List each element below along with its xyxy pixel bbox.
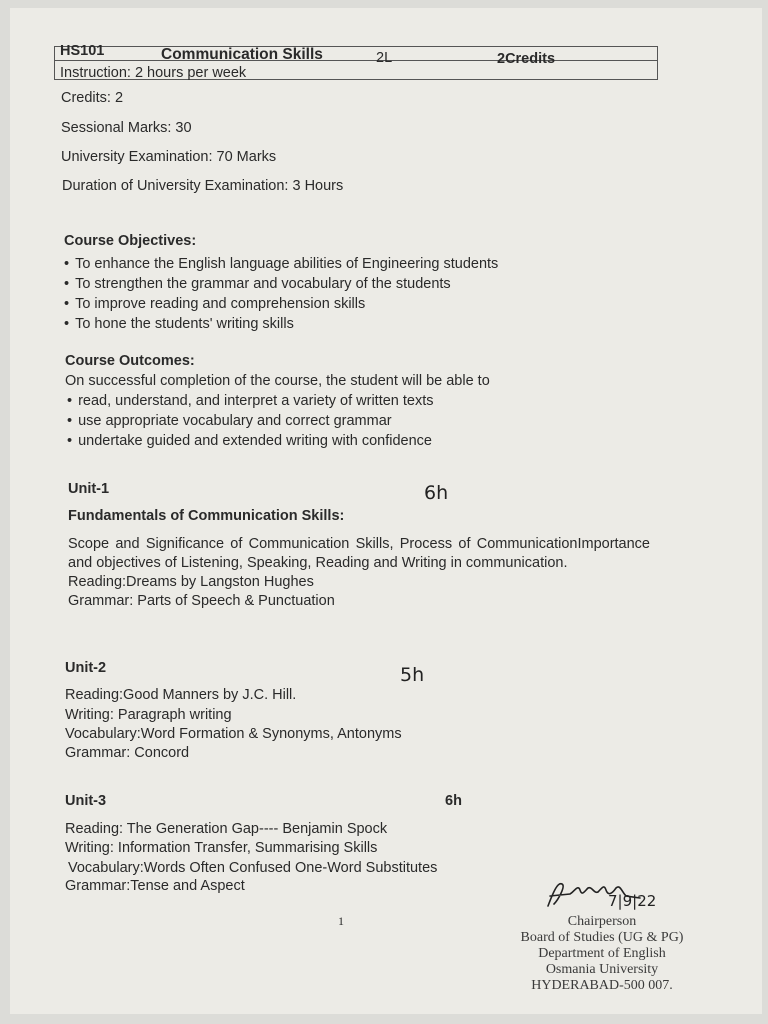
outcomes-intro: On successful completion of the course, the student will be able to [65, 373, 490, 389]
unit2-grammar: Grammar: Concord [65, 745, 190, 761]
objectives-heading: Course Objectives: [64, 233, 197, 249]
document-page [10, 8, 762, 1014]
unit3-vocabulary: Vocabulary:Words Often Confused One-Word Substitutes [68, 860, 438, 876]
course-title: Communication Skills [161, 46, 323, 63]
objectives-list [64, 254, 498, 334]
exam-duration-line: Duration of University Examination: 3 Hours [62, 178, 344, 194]
unit3-writing: Writing: Information Transfer, Summarising Skills [65, 840, 378, 856]
course-code: HS101 [60, 43, 105, 59]
stamp-department: Department of English [538, 946, 666, 961]
unit3-grammar: Grammar:Tense and Aspect [65, 878, 245, 894]
outcomes-heading: Course Outcomes: [65, 353, 195, 369]
signature-date: 7|9|22 [608, 892, 657, 910]
unit1-paragraph: Scope and Significance of Communication Skills, Process of CommunicationImportance and objectives of Listening, Speaking, Reading and Writing in communication. [68, 536, 650, 571]
outcomes-list [67, 391, 434, 451]
page-number: 1 [338, 914, 344, 928]
unit1-grammar: Grammar: Parts of Speech & Punctuation [68, 593, 335, 609]
course-lectures: 2L [376, 50, 393, 66]
stamp-board: Board of Studies (UG & PG) [520, 930, 684, 945]
unit1-hours-handwritten: 6h [424, 482, 449, 504]
unit2-hours-handwritten: 5h [400, 664, 425, 686]
unit2-title: Unit-2 [65, 660, 107, 676]
unit3-title: Unit-3 [65, 793, 107, 809]
unit2-vocabulary: Vocabulary:Word Formation & Synonyms, Antonyms [65, 726, 402, 742]
unit1-subtitle: Fundamentals of Communication Skills: [68, 508, 345, 524]
unit2-writing: Writing: Paragraph writing [65, 707, 232, 723]
objective-item: • To hone the students' writing skills [64, 314, 498, 334]
credits-line: Credits: 2 [61, 90, 124, 106]
outcome-item: • read, understand, and interpret a variety of written texts [67, 391, 434, 411]
stamp-city: HYDERABAD-500 007. [531, 978, 673, 993]
header-divider-line [54, 60, 658, 61]
objective-item: • To improve reading and comprehension skills [64, 294, 498, 314]
unit1-body [68, 535, 650, 611]
course-credits-label: 2Credits [497, 51, 556, 67]
unit3-reading: Reading: The Generation Gap---- Benjamin Spock [65, 821, 388, 837]
instruction-line: Instruction: 2 hours per week [60, 65, 247, 81]
sessional-marks-line: Sessional Marks: 30 [61, 120, 192, 136]
objective-item: • To enhance the English language abilities of Engineering students [64, 254, 498, 274]
outcome-item: • undertake guided and extended writing with confidence [67, 431, 434, 451]
stamp-university: Osmania University [545, 962, 659, 977]
unit3-hours: 6h [445, 793, 462, 809]
board-stamp [502, 914, 702, 994]
outcome-item: • use appropriate vocabulary and correct grammar [67, 411, 434, 431]
unit2-reading: Reading:Good Manners by J.C. Hill. [65, 687, 297, 703]
objective-item: • To strengthen the grammar and vocabulary of the students [64, 274, 498, 294]
stamp-designation: Chairperson [567, 914, 637, 929]
unit1-title: Unit-1 [68, 481, 110, 497]
unit1-reading: Reading:Dreams by Langston Hughes [68, 574, 314, 590]
university-exam-line: University Examination: 70 Marks [61, 149, 277, 165]
